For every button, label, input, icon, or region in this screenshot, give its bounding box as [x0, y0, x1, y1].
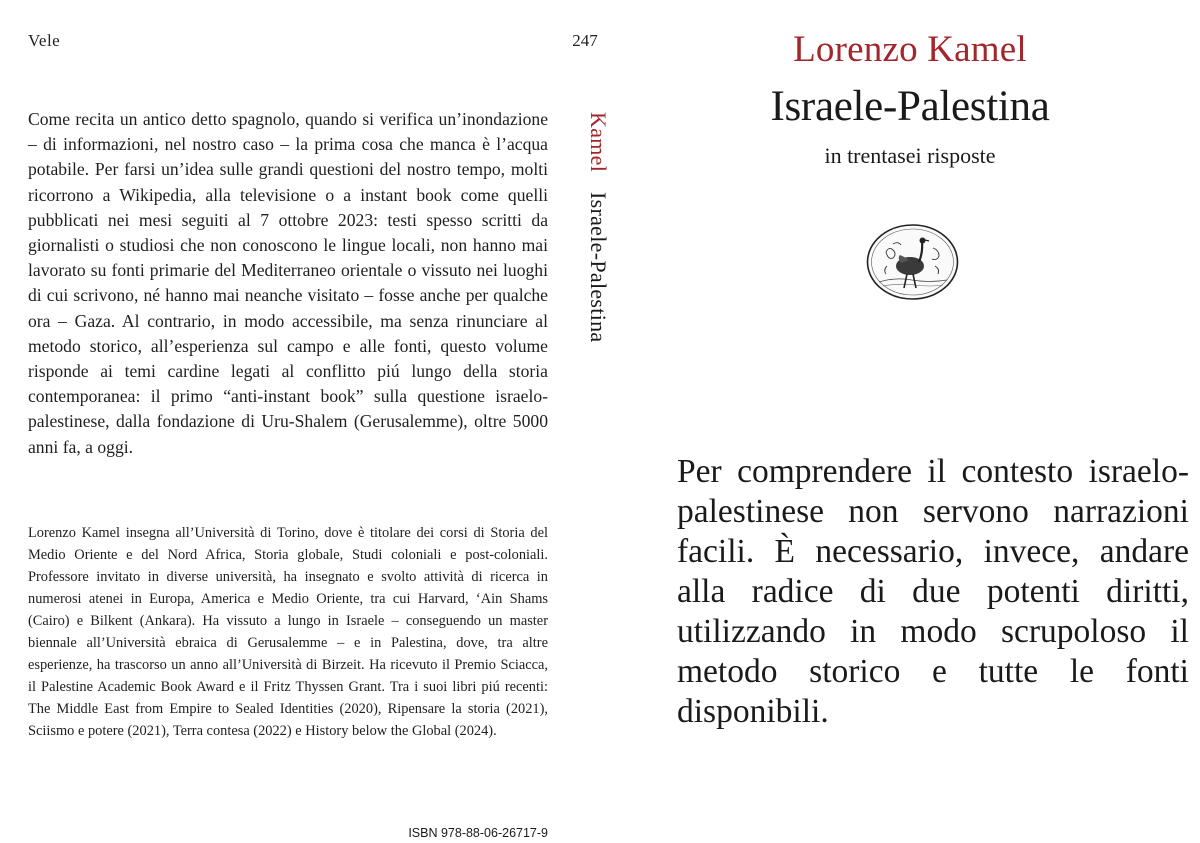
front-cover: [640, 0, 1200, 843]
cover-title: Israele-Palestina: [770, 83, 1050, 130]
book-spine: [555, 0, 615, 843]
series-number: 247: [572, 31, 598, 50]
isbn: ISBN 978-88-06-26717-9: [408, 826, 548, 840]
cover-subtitle: in trentasei risposte: [824, 143, 996, 168]
blurb-text: Come recita un antico detto spagnolo, quando si verifica un’inondazione – di informazioni, nel nostro caso – la prima cosa che manca è l’acqua potabile. Per farsi un’idea sulle grandi questioni del nostro tempo, molti ricorrono a Wikipedia, alla televisione o a instant book come quelli pubblicati nei mesi seguiti al 7 ottobre 2023: testi spesso scritti da giornalisti o studiosi che non conoscono le lingue locali, non hanno mai lavorato su fonti primarie del Mediterraneo orientale o vissuto nei luoghi di cui scrivono, né hanno mai neanche visitato – fosse anche per qualche ora – Gaza. Al contrario, in modo accessibile, ma senza rinunciare al metodo storico, all’esperienza sul campo e alle fonti, questo volume risponde ai temi cardine legati al conflitto piú lungo della storia contemporanea: il primo “anti-instant book” sulla questione israelo-palestinese, dalla fondazione di Uru-Shalem (Gerusalemme), oltre 5000 anni fa, a oggi.: [28, 109, 548, 457]
spine-label: [585, 112, 611, 342]
cover-quote: Per comprendere il contesto israelo-palestinese non servono narrazioni facili. È necessario, invece, andare alla radice di due potenti diritti, utilizzando in modo scrupoloso il metodo storico e tutte le fonti disponibili.: [677, 453, 1189, 730]
ostrich-emblem-icon: [865, 222, 960, 302]
series-name: Vele: [28, 31, 61, 50]
spine-author: Kamel: [586, 112, 611, 173]
spine-title: Israele-Palestina: [586, 191, 611, 343]
author-bio: Lorenzo Kamel insegna all’Università di Torino, dove è titolare dei corsi di Storia del Medio Oriente e del Nord Africa, Storia globale, Studi coloniali e post-coloniali. Professore invitato in diverse università, ha insegnato e svolto attività di ricerca in numerosi atenei in Europa, America e Medio Oriente, tra cui Harvard, ‘Ain Shams (Cairo) e Bilkent (Ankara). Ha vissuto a lungo in Israele – conseguendo un master biennale all’Università ebraica di Gerusalemme – e in Palestina, dove, tra altre esperienze, ha trascorso un anno all’Università di Birzeit. Ha ricevuto il Premio Sciacca, il Palestine Academic Book Award e il Fritz Thyssen Grant. Tra i suoi libri piú recenti: The Middle East from Empire to Sealed Identities (2020), Ripensare la storia (2021), Sciismo e potere (2021), Terra contesa (2022) e History below the Global (2024).: [28, 525, 548, 739]
cover-author: Lorenzo Kamel: [793, 29, 1027, 70]
back-cover: [0, 0, 555, 843]
